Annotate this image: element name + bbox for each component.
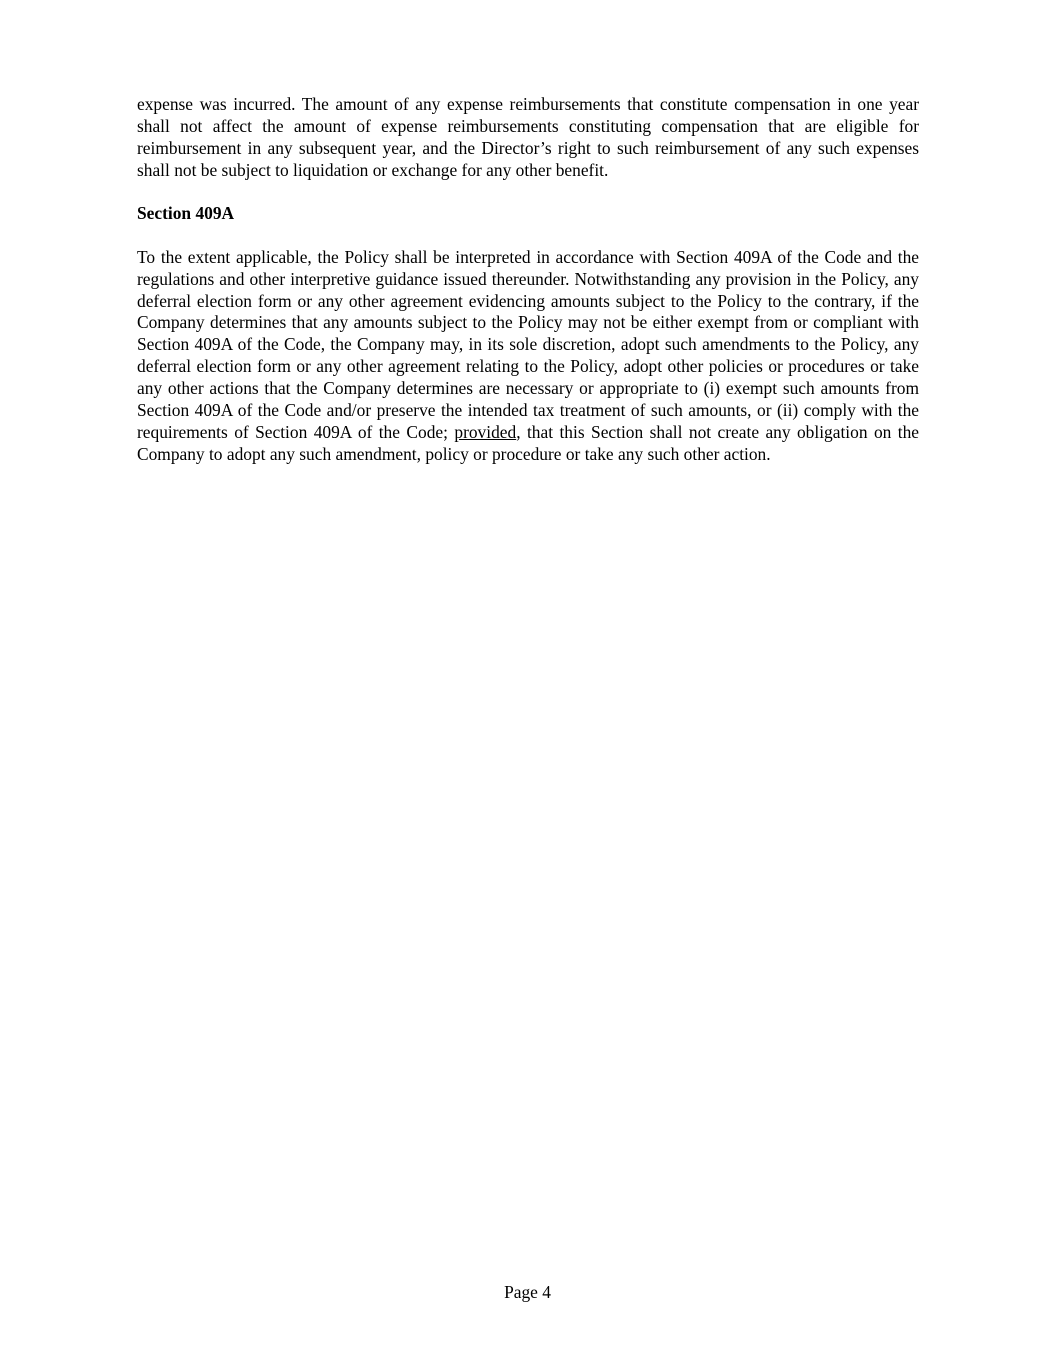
continuation-paragraph: expense was incurred. The amount of any expense reimbursements that constitute compensation in one year shall not affect the amount of expense reimbursements constituting compensation that are eligible for reimbursement in any subsequent year, and the Director’s right to such reimbursement of any such expenses shall not be subject to liquidation or exchange for any other benefit. <box>137 94 919 180</box>
paragraph-spacer <box>137 225 919 247</box>
provided-term: provided <box>454 421 517 442</box>
document-body <box>137 94 919 466</box>
paragraph-spacer <box>137 182 919 204</box>
section-409a-paragraph <box>137 247 919 466</box>
page-number: Page 4 <box>504 1282 551 1302</box>
section-paragraph-text-continued: , that this Section shall not create any obligation on the Company to adopt any such amendment, policy or procedure or take any such other action. <box>137 421 920 464</box>
section-heading: Section 409A <box>137 203 235 224</box>
section-paragraph-text: To the extent applicable, the Policy shall be interpreted in accordance with Section 409A of the Code and the regulations and other interpretive guidance issued thereunder. Notwithstanding any provision in the Policy, any deferral election form or any other agreement evidencing amounts subject to the Policy to the contrary, if the Company determines that any amounts subject to the Policy may not be either exempt from or compliant with Section 409A of the Code, the Company may, in its sole discretion, adopt such amendments to the Policy, any deferral election form or any other agreement relating to the Policy, adopt other policies or procedures or take any other actions that the Company determines are necessary or appropriate to (i) exempt such amounts from Section 409A of the Code and/or preserve the intended tax treatment of such amounts, or (ii) comply with the requirements of Section 409A of the Code; <box>137 246 919 442</box>
